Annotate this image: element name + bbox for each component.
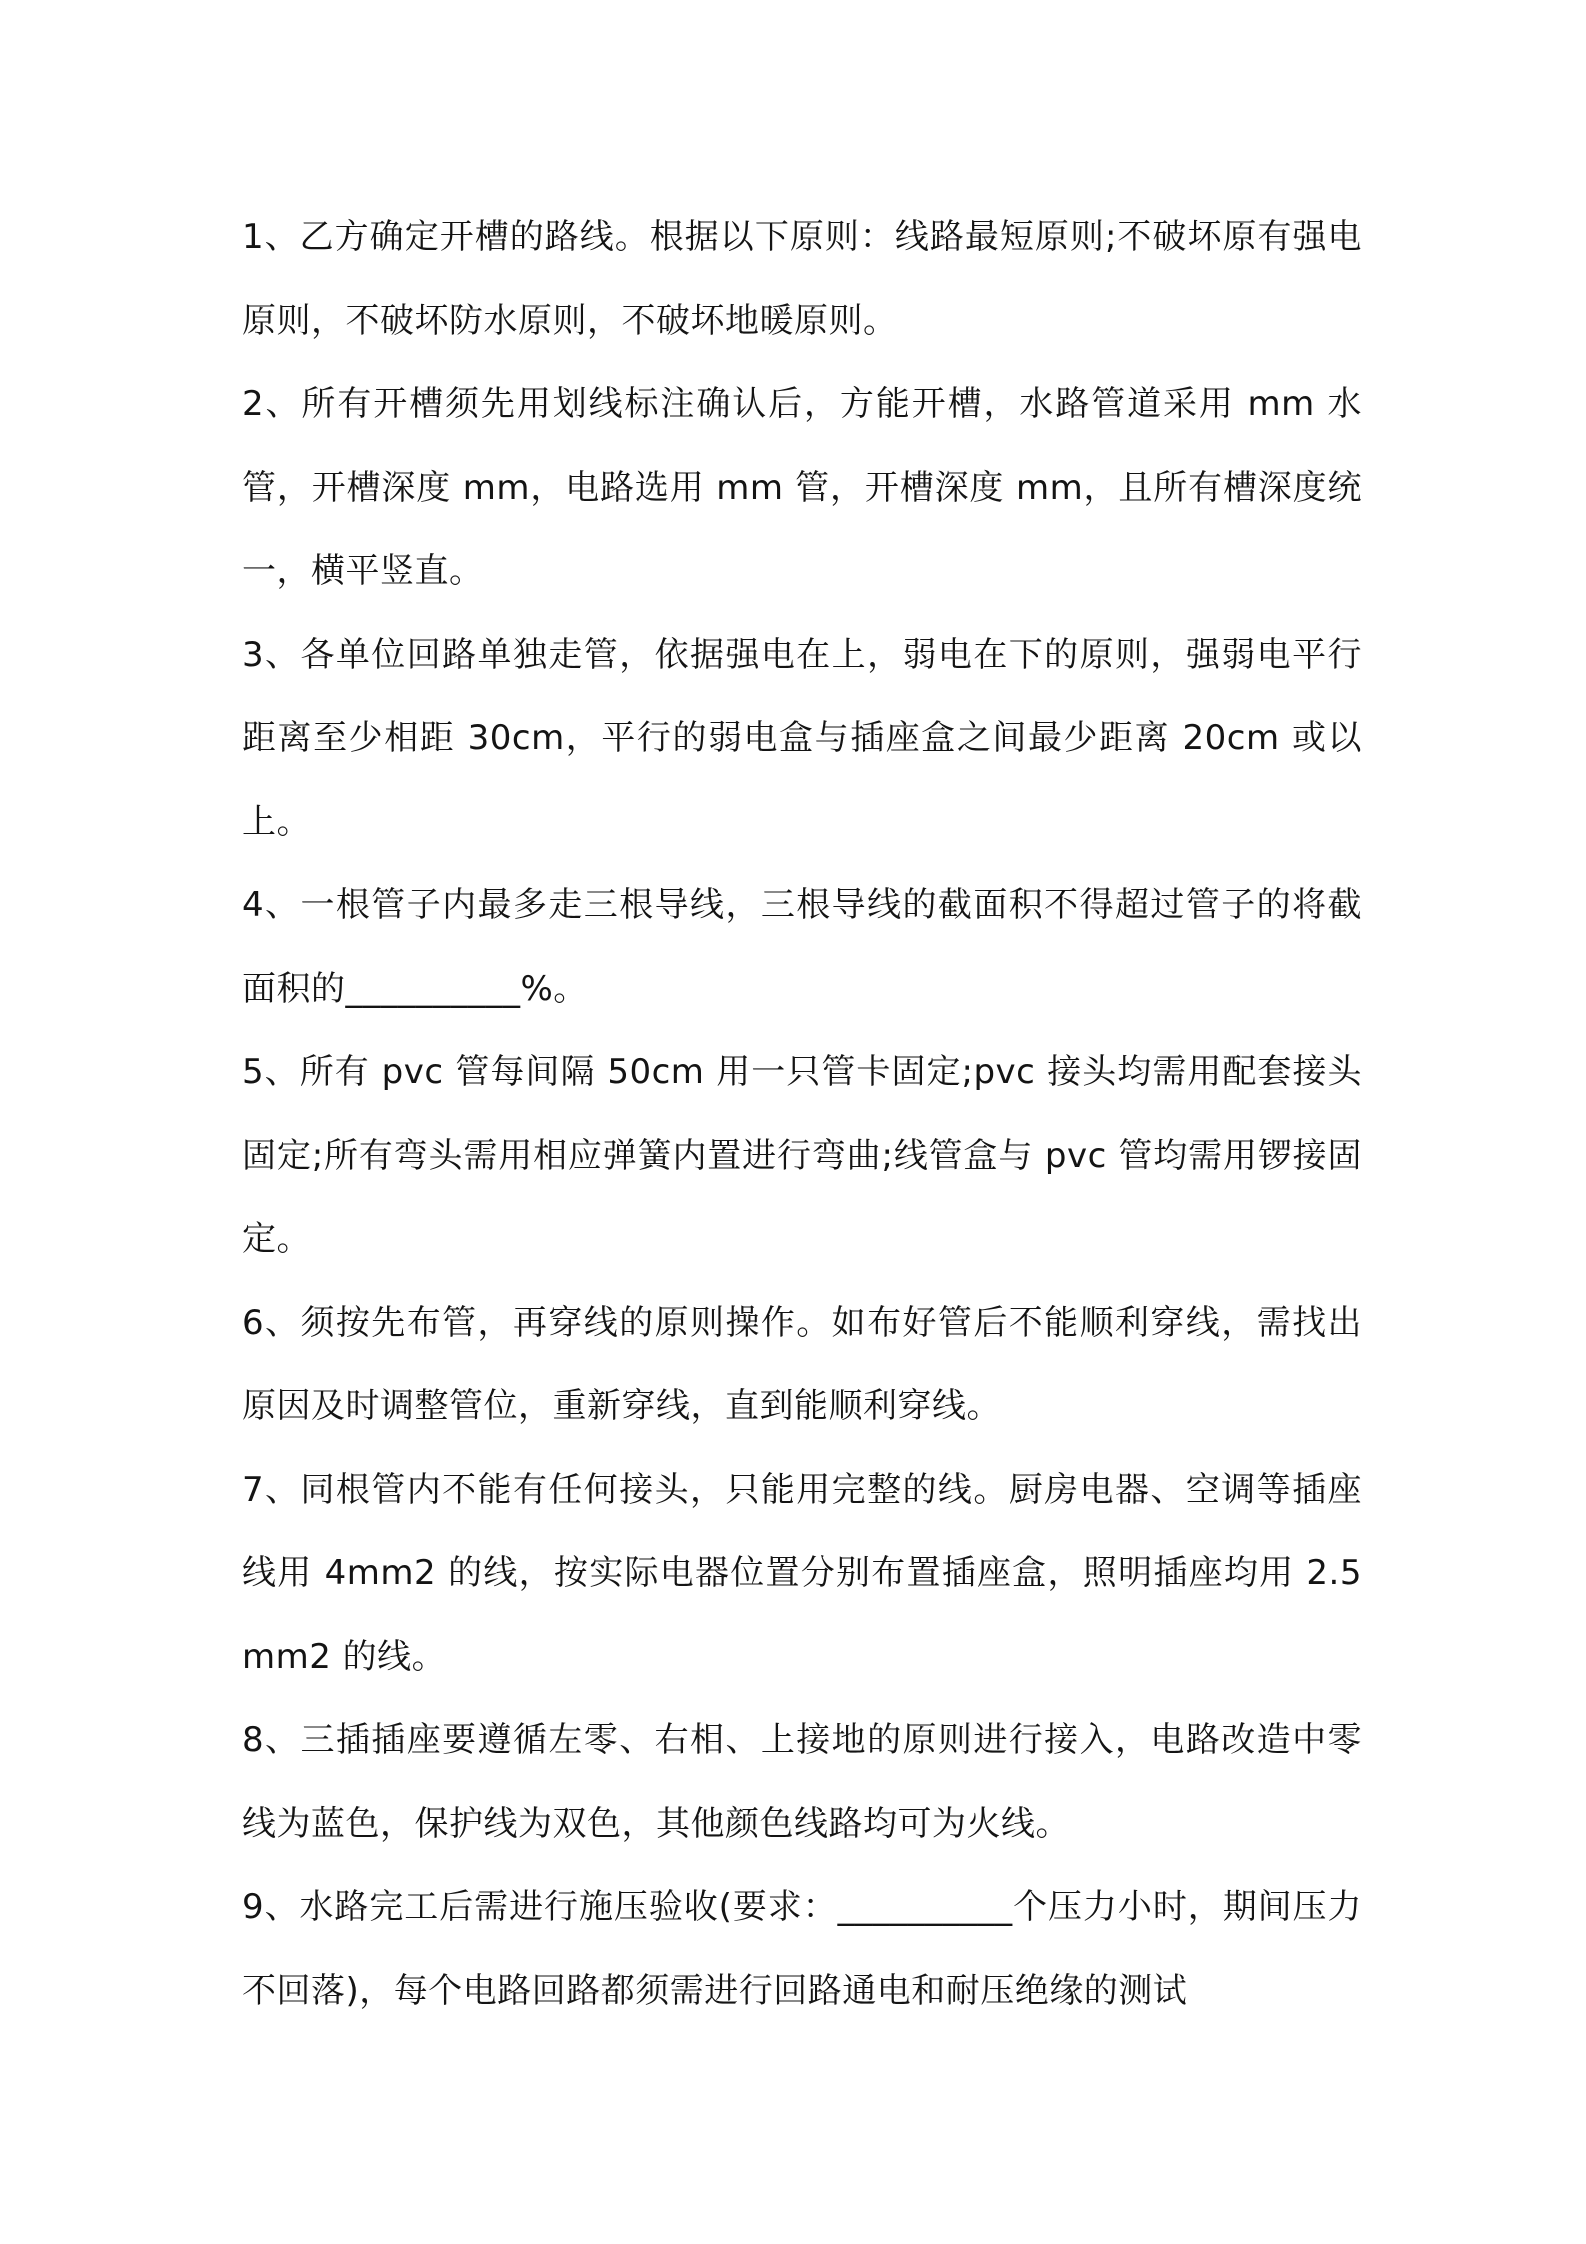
document-body (242, 196, 1362, 2033)
paragraph-6: 6、须按先布管，再穿线的原则操作。如布好管后不能顺利穿线，需找出原因及时调整管位，重新穿线，直到能顺利穿线。 (242, 1302, 1362, 1426)
paragraph-3: 3、各单位回路单独走管，依据强电在上，弱电在下的原则，强弱电平行距离至少相距 30cm，平行的弱电盒与插座盒之间最少距离 20cm 或以上。 (242, 634, 1362, 842)
paragraph-4: 4、一根管子内最多走三根导线，三根导线的截面积不得超过管子的将截面积的__________%。 (242, 885, 1362, 1009)
paragraph-9: 9、水路完工后需进行施压验收(要求：__________个压力小时，期间压力不回落)，每个电路回路都须需进行回路通电和耐压绝缘的测试 (242, 1887, 1362, 2011)
paragraph-5: 5、所有 pvc 管每间隔 50cm 用一只管卡固定;pvc 接头均需用配套接头固定;所有弯头需用相应弹簧内置进行弯曲;线管盒与 pvc 管均需用锣接固定。 (242, 1052, 1362, 1259)
paragraph-1: 1、乙方确定开槽的路线。根据以下原则：线路最短原则;不破坏原有强电原则，不破坏防水原则，不破坏地暖原则。 (242, 217, 1362, 341)
paragraph-8: 8、三插插座要遵循左零、右相、上接地的原则进行接入，电路改造中零线为蓝色，保护线为双色，其他颜色线路均可为火线。 (242, 1720, 1362, 1844)
paragraph-7: 7、同根管内不能有任何接头，只能用完整的线。厨房电器、空调等插座线用 4mm2 的线，按实际电器位置分别布置插座盒，照明插座均用 2.5mm2 的线。 (242, 1469, 1362, 1677)
paragraph-2: 2、所有开槽须先用划线标注确认后，方能开槽，水路管道采用 mm 水管，开槽深度 mm，电路选用 mm 管，开槽深度 mm，且所有槽深度统一，横平竖直。 (242, 384, 1362, 591)
